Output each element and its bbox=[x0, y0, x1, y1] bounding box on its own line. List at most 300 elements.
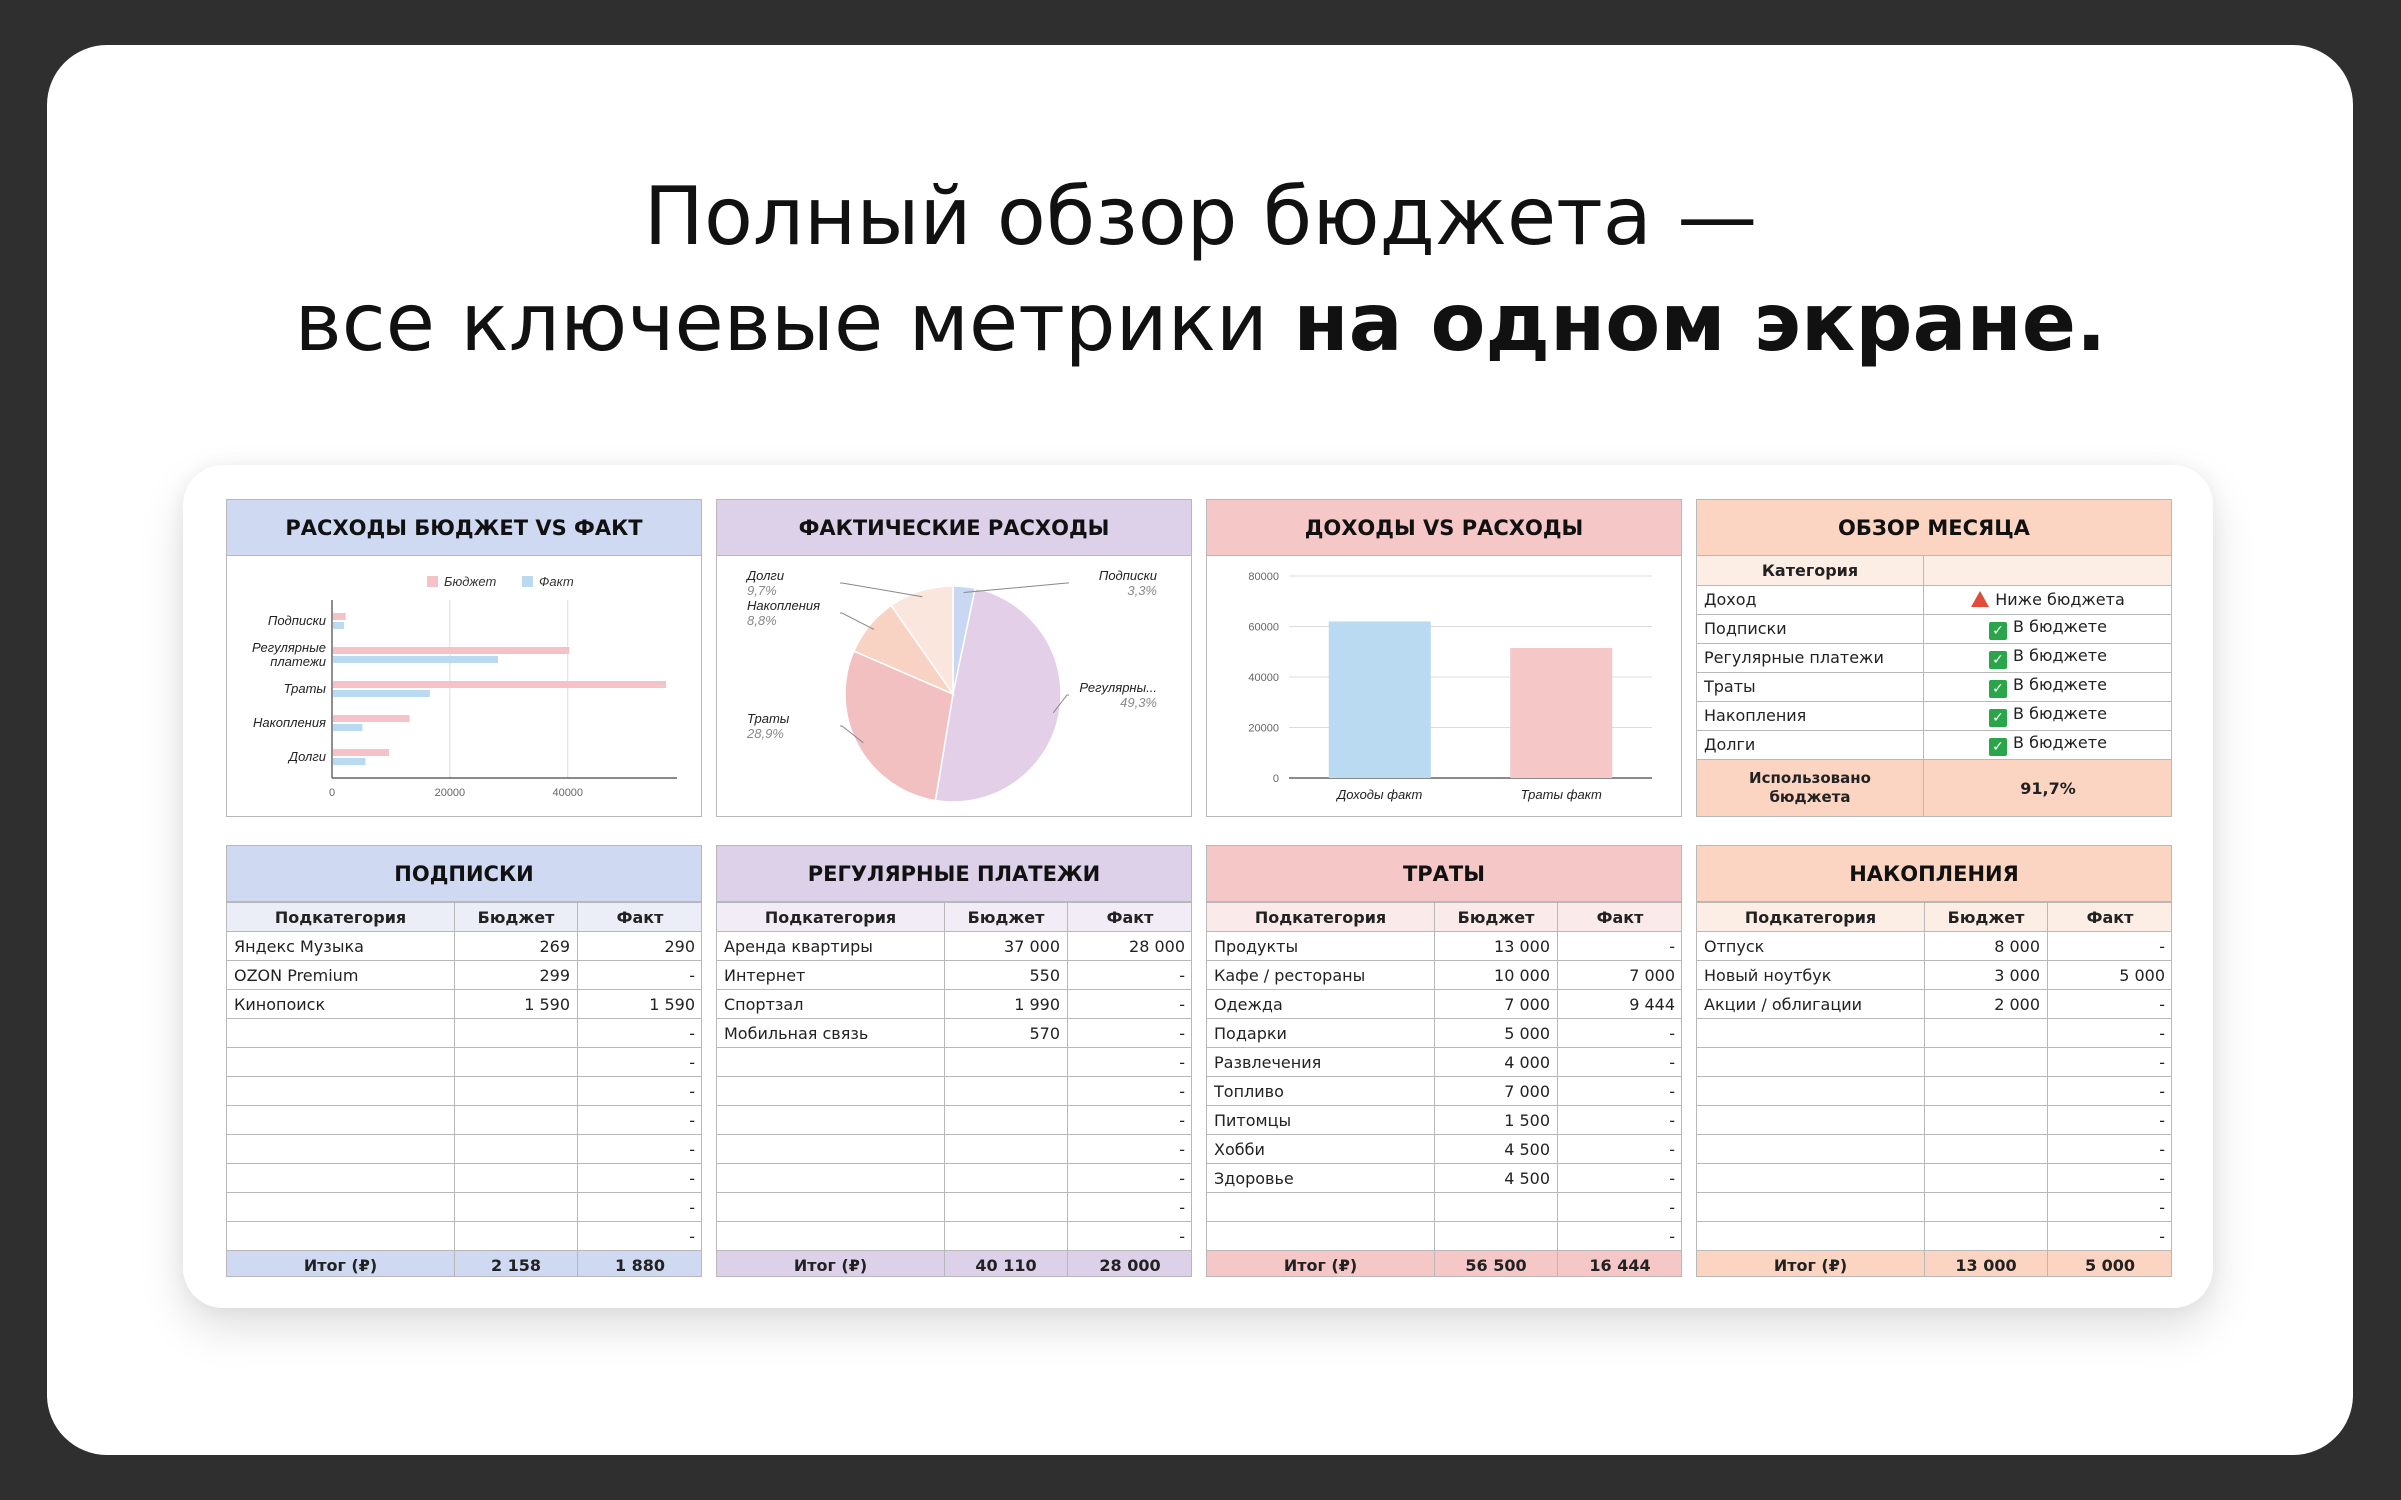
overview-row bbox=[1697, 701, 2173, 730]
table-row bbox=[1697, 1222, 2173, 1251]
panel-regular-payments bbox=[716, 845, 1192, 1277]
cell-budget[interactable] bbox=[945, 1135, 1068, 1164]
cell-budget[interactable]: 13 000 bbox=[1435, 932, 1558, 961]
bar bbox=[1510, 648, 1612, 778]
cell-fact[interactable]: - bbox=[1558, 1019, 1683, 1048]
cell-budget[interactable] bbox=[945, 1106, 1068, 1135]
cell-subcategory[interactable] bbox=[717, 1164, 945, 1193]
table-row bbox=[227, 1077, 703, 1106]
bar bbox=[1329, 621, 1431, 778]
panel-title: НАКОПЛЕНИЯ bbox=[1697, 846, 2171, 902]
overview-status bbox=[1924, 701, 2173, 730]
panel-budget-vs-fact bbox=[226, 499, 702, 817]
overview-category: Накопления bbox=[1697, 701, 1924, 730]
cell-budget[interactable] bbox=[455, 1048, 578, 1077]
legend-label: Бюджет bbox=[444, 574, 497, 589]
table-row bbox=[717, 1135, 1193, 1164]
panel-title: ОБЗОР МЕСЯЦА bbox=[1697, 500, 2171, 556]
pie-label: Подписки bbox=[1098, 568, 1157, 583]
total-value: 13 000 bbox=[1925, 1251, 2048, 1278]
y-tick-label: 20000 bbox=[1248, 722, 1279, 735]
cell-subcategory[interactable] bbox=[227, 1077, 455, 1106]
bar-fact bbox=[333, 758, 365, 765]
cell-fact[interactable]: - bbox=[1558, 1106, 1683, 1135]
cell-subcategory[interactable] bbox=[227, 1106, 455, 1135]
cell-fact[interactable]: - bbox=[1068, 1048, 1193, 1077]
cell-subcategory[interactable] bbox=[1697, 1222, 1925, 1251]
cell-budget[interactable]: 269 bbox=[455, 932, 578, 961]
cell-fact[interactable]: - bbox=[578, 1135, 703, 1164]
table-row bbox=[717, 1048, 1193, 1077]
pie-label: Траты bbox=[747, 711, 790, 726]
y-tick-label: 80000 bbox=[1248, 571, 1279, 583]
cell-budget[interactable] bbox=[455, 1077, 578, 1106]
overview-category: Подписки bbox=[1697, 614, 1924, 643]
col-header: Бюджет bbox=[945, 903, 1068, 932]
pie-pct: 49,3% bbox=[1120, 695, 1157, 710]
col-header: Подкатегория bbox=[1697, 903, 1925, 932]
category-label: Долги bbox=[288, 749, 326, 764]
panel-title: РЕГУЛЯРНЫЕ ПЛАТЕЖИ bbox=[717, 846, 1191, 902]
cell-subcategory[interactable] bbox=[227, 1019, 455, 1048]
cell-fact[interactable]: - bbox=[2048, 1019, 2173, 1048]
bar-fact bbox=[333, 724, 362, 731]
budget-vs-fact-chart bbox=[227, 556, 702, 817]
category-label: Доходы факт bbox=[1337, 787, 1423, 802]
table-row bbox=[1697, 1135, 2173, 1164]
cell-fact[interactable]: - bbox=[578, 1106, 703, 1135]
table-row bbox=[227, 1193, 703, 1222]
cell-budget[interactable]: 2 000 bbox=[1925, 990, 2048, 1019]
col-header: Факт bbox=[1558, 903, 1683, 932]
table-row bbox=[717, 1222, 1193, 1251]
cell-subcategory[interactable]: Подарки bbox=[1207, 1019, 1435, 1048]
overview-category: Доход bbox=[1697, 585, 1924, 614]
data-table bbox=[1206, 902, 1682, 1277]
cell-budget[interactable]: 4 500 bbox=[1435, 1164, 1558, 1193]
savings-table bbox=[1696, 902, 2172, 1277]
table-row bbox=[1697, 1106, 2173, 1135]
cell-fact[interactable]: - bbox=[578, 1164, 703, 1193]
cell-budget[interactable]: 299 bbox=[455, 961, 578, 990]
overview-status bbox=[1924, 643, 2173, 672]
cell-budget[interactable] bbox=[1435, 1193, 1558, 1222]
cell-budget[interactable]: 10 000 bbox=[1435, 961, 1558, 990]
table-row bbox=[1697, 961, 2173, 990]
table-row bbox=[227, 1135, 703, 1164]
cell-subcategory[interactable]: Акции / облигации bbox=[1697, 990, 1925, 1019]
panel-month-overview bbox=[1696, 499, 2172, 817]
category-label: Подписки bbox=[267, 613, 326, 628]
bar-budget bbox=[333, 715, 410, 722]
cell-subcategory[interactable] bbox=[1697, 1048, 1925, 1077]
bar-fact bbox=[333, 622, 344, 629]
cell-subcategory[interactable]: OZON Premium bbox=[227, 961, 455, 990]
table-row bbox=[1207, 990, 1683, 1019]
cell-fact[interactable]: - bbox=[2048, 1164, 2173, 1193]
cell-fact[interactable]: 7 000 bbox=[1558, 961, 1683, 990]
cell-fact[interactable]: 28 000 bbox=[1068, 932, 1193, 961]
table-row bbox=[227, 1106, 703, 1135]
overview-row bbox=[1697, 585, 2173, 614]
cell-fact[interactable]: - bbox=[578, 961, 703, 990]
cell-fact[interactable]: - bbox=[2048, 990, 2173, 1019]
panel-title: ДОХОДЫ VS РАСХОДЫ bbox=[1207, 500, 1681, 556]
cell-budget[interactable] bbox=[1435, 1222, 1558, 1251]
bar-fact bbox=[333, 656, 498, 663]
cell-fact[interactable]: - bbox=[1068, 1164, 1193, 1193]
table-row bbox=[227, 1019, 703, 1048]
cell-fact[interactable]: - bbox=[1068, 1077, 1193, 1106]
panel-title: ФАКТИЧЕСКИЕ РАСХОДЫ bbox=[717, 500, 1191, 556]
cell-fact[interactable]: - bbox=[1068, 1193, 1193, 1222]
total-label: Итог (₽) bbox=[1697, 1251, 1925, 1278]
overview-status bbox=[1924, 614, 2173, 643]
table-row bbox=[1207, 1164, 1683, 1193]
panel-savings bbox=[1696, 845, 2172, 1277]
y-tick-label: 60000 bbox=[1248, 621, 1279, 634]
y-tick-label: 40000 bbox=[1248, 672, 1279, 684]
overview-row bbox=[1697, 614, 2173, 643]
y-tick-label: 0 bbox=[1272, 773, 1279, 785]
cell-subcategory[interactable] bbox=[717, 1077, 945, 1106]
overview-category: Траты bbox=[1697, 672, 1924, 701]
table-row bbox=[717, 932, 1193, 961]
cell-budget[interactable]: 1 990 bbox=[945, 990, 1068, 1019]
cell-fact[interactable]: - bbox=[578, 1222, 703, 1251]
table-row bbox=[1697, 990, 2173, 1019]
cell-budget[interactable]: 5 000 bbox=[1435, 1019, 1558, 1048]
check-icon: ✓ bbox=[1989, 680, 2007, 698]
cell-fact[interactable]: - bbox=[2048, 1135, 2173, 1164]
data-table bbox=[716, 902, 1192, 1277]
table-row bbox=[1207, 932, 1683, 961]
cell-budget[interactable] bbox=[945, 1193, 1068, 1222]
overview-category: Долги bbox=[1697, 730, 1924, 759]
cell-subcategory[interactable] bbox=[1207, 1193, 1435, 1222]
table-row bbox=[227, 1164, 703, 1193]
cell-fact[interactable]: - bbox=[2048, 932, 2173, 961]
panel-income-vs-expenses bbox=[1206, 499, 1682, 817]
overview-status bbox=[1924, 585, 2173, 614]
x-tick-label: 40000 bbox=[552, 787, 584, 799]
data-table bbox=[226, 902, 702, 1277]
cell-subcategory[interactable] bbox=[1697, 1077, 1925, 1106]
regular-payments-table bbox=[716, 902, 1192, 1277]
cell-subcategory[interactable] bbox=[717, 1222, 945, 1251]
pie-pct: 8,8% bbox=[747, 613, 777, 628]
cell-subcategory[interactable]: Отпуск bbox=[1697, 932, 1925, 961]
cell-subcategory[interactable]: Топливо bbox=[1207, 1077, 1435, 1106]
pie-pct: 28,9% bbox=[747, 726, 784, 741]
cell-subcategory[interactable] bbox=[717, 1106, 945, 1135]
cell-budget[interactable] bbox=[1925, 1019, 2048, 1048]
cell-subcategory[interactable]: Здоровье bbox=[1207, 1164, 1435, 1193]
cell-budget[interactable] bbox=[1925, 1106, 2048, 1135]
cell-budget[interactable] bbox=[1925, 1164, 2048, 1193]
table-row bbox=[717, 1077, 1193, 1106]
table-row bbox=[227, 1222, 703, 1251]
cell-budget[interactable]: 4 500 bbox=[1435, 1135, 1558, 1164]
cell-budget[interactable] bbox=[455, 1164, 578, 1193]
cell-budget[interactable]: 7 000 bbox=[1435, 990, 1558, 1019]
bar-budget bbox=[333, 613, 346, 620]
panel-title: РАСХОДЫ БЮДЖЕТ VS ФАКТ bbox=[227, 500, 701, 556]
cell-fact[interactable]: - bbox=[1558, 1135, 1683, 1164]
total-label: Итог (₽) bbox=[1207, 1251, 1435, 1278]
table-row bbox=[1697, 1077, 2173, 1106]
bar-budget bbox=[333, 681, 666, 688]
cell-fact[interactable]: - bbox=[578, 1019, 703, 1048]
cell-fact[interactable]: 1 590 bbox=[578, 990, 703, 1019]
cell-subcategory[interactable] bbox=[227, 1164, 455, 1193]
total-row bbox=[227, 1251, 703, 1278]
cell-fact[interactable]: - bbox=[1068, 990, 1193, 1019]
cell-subcategory[interactable] bbox=[1697, 1164, 1925, 1193]
table-row bbox=[227, 990, 703, 1019]
cell-budget[interactable]: 4 000 bbox=[1435, 1048, 1558, 1077]
cell-subcategory[interactable]: Яндекс Музыка bbox=[227, 932, 455, 961]
table-row bbox=[1207, 1048, 1683, 1077]
overview-category: Регулярные платежи bbox=[1697, 643, 1924, 672]
check-icon: ✓ bbox=[1989, 622, 2007, 640]
check-icon: ✓ bbox=[1989, 709, 2007, 727]
pie-leader-line bbox=[840, 613, 874, 629]
total-value: 40 110 bbox=[945, 1251, 1068, 1278]
table-row bbox=[1207, 1077, 1683, 1106]
cell-budget[interactable] bbox=[455, 1193, 578, 1222]
cell-fact[interactable]: - bbox=[1558, 1077, 1683, 1106]
panel-actual-expenses bbox=[716, 499, 1192, 817]
col-header-category: Категория bbox=[1697, 556, 1924, 585]
table-row bbox=[227, 932, 703, 961]
table-row bbox=[1697, 932, 2173, 961]
cell-subcategory[interactable] bbox=[717, 1193, 945, 1222]
cell-budget[interactable] bbox=[455, 1222, 578, 1251]
category-label: Регулярные bbox=[252, 640, 326, 655]
cell-fact[interactable]: - bbox=[1558, 1048, 1683, 1077]
overview-status bbox=[1924, 730, 2173, 759]
category-label: Траты факт bbox=[1520, 787, 1602, 802]
category-label: Накопления bbox=[252, 715, 326, 730]
cell-subcategory[interactable]: Аренда квартиры bbox=[717, 932, 945, 961]
col-header: Факт bbox=[2048, 903, 2173, 932]
status-label: В бюджете bbox=[2013, 704, 2107, 723]
cell-fact[interactable]: - bbox=[1068, 961, 1193, 990]
cell-fact[interactable]: - bbox=[2048, 1077, 2173, 1106]
cell-subcategory[interactable]: Продукты bbox=[1207, 932, 1435, 961]
table-row bbox=[1207, 1222, 1683, 1251]
overview-status bbox=[1924, 672, 2173, 701]
total-label: Итог (₽) bbox=[717, 1251, 945, 1278]
table-row bbox=[1207, 1135, 1683, 1164]
cell-subcategory[interactable] bbox=[717, 1048, 945, 1077]
used-budget-label: Использовано бюджета bbox=[1697, 759, 1924, 817]
month-overview-table-wrap bbox=[1696, 556, 2172, 817]
total-row bbox=[1207, 1251, 1683, 1278]
cell-budget[interactable] bbox=[455, 1019, 578, 1048]
table-row bbox=[717, 961, 1193, 990]
cell-fact[interactable]: - bbox=[578, 1077, 703, 1106]
cell-fact[interactable]: - bbox=[1558, 1164, 1683, 1193]
cell-subcategory[interactable]: Мобильная связь bbox=[717, 1019, 945, 1048]
total-value: 28 000 bbox=[1068, 1251, 1193, 1278]
cell-subcategory[interactable] bbox=[1207, 1222, 1435, 1251]
total-value: 16 444 bbox=[1558, 1251, 1683, 1278]
bar-fact bbox=[333, 690, 430, 697]
cell-fact[interactable]: - bbox=[2048, 1106, 2173, 1135]
legend-label: Факт bbox=[539, 574, 574, 589]
table-row bbox=[1697, 1193, 2173, 1222]
cell-fact[interactable]: 290 bbox=[578, 932, 703, 961]
cell-fact[interactable]: - bbox=[1068, 1106, 1193, 1135]
cell-fact[interactable]: - bbox=[578, 1048, 703, 1077]
cell-budget[interactable]: 37 000 bbox=[945, 932, 1068, 961]
headline-bold: на одном экране. bbox=[1293, 276, 2107, 369]
cell-budget[interactable] bbox=[1925, 1222, 2048, 1251]
cell-budget[interactable]: 570 bbox=[945, 1019, 1068, 1048]
cell-budget[interactable] bbox=[1925, 1193, 2048, 1222]
panel-title: ТРАТЫ bbox=[1207, 846, 1681, 902]
cell-subcategory[interactable]: Кафе / рестораны bbox=[1207, 961, 1435, 990]
status-label: В бюджете bbox=[2013, 646, 2107, 665]
month-overview-table bbox=[1696, 556, 2172, 817]
cell-budget[interactable]: 3 000 bbox=[1925, 961, 2048, 990]
total-row bbox=[1697, 1251, 2173, 1278]
legend-swatch bbox=[427, 576, 438, 587]
cell-fact[interactable]: 5 000 bbox=[2048, 961, 2173, 990]
category-label: платежи bbox=[270, 654, 326, 669]
cell-subcategory[interactable] bbox=[717, 1135, 945, 1164]
actual-expenses-pie bbox=[717, 556, 1192, 817]
table-row bbox=[227, 1048, 703, 1077]
cell-budget[interactable] bbox=[945, 1222, 1068, 1251]
total-label: Итог (₽) bbox=[227, 1251, 455, 1278]
table-row bbox=[717, 1019, 1193, 1048]
pie-pct: 9,7% bbox=[747, 583, 777, 598]
cell-subcategory[interactable]: Интернет bbox=[717, 961, 945, 990]
cell-subcategory[interactable]: Одежда bbox=[1207, 990, 1435, 1019]
total-value: 56 500 bbox=[1435, 1251, 1558, 1278]
cell-subcategory[interactable]: Питомцы bbox=[1207, 1106, 1435, 1135]
cell-fact[interactable]: 9 444 bbox=[1558, 990, 1683, 1019]
status-label: Ниже бюджета bbox=[1995, 590, 2125, 609]
table-row bbox=[717, 1193, 1193, 1222]
cell-fact[interactable]: - bbox=[2048, 1222, 2173, 1251]
col-header: Факт bbox=[1068, 903, 1193, 932]
table-row bbox=[1207, 1193, 1683, 1222]
bar-budget bbox=[333, 647, 569, 654]
cell-budget[interactable] bbox=[455, 1106, 578, 1135]
col-header: Подкатегория bbox=[227, 903, 455, 932]
cell-budget[interactable] bbox=[1925, 1135, 2048, 1164]
panel-spending bbox=[1206, 845, 1682, 1277]
cell-fact[interactable]: - bbox=[1068, 1222, 1193, 1251]
panel-subscriptions bbox=[226, 845, 702, 1277]
used-budget-value: 91,7% bbox=[1924, 759, 2173, 817]
cell-budget[interactable]: 8 000 bbox=[1925, 932, 2048, 961]
table-row bbox=[1697, 1164, 2173, 1193]
headline-line-1: Полный обзор бюджета — bbox=[643, 170, 1758, 263]
headline-line-2 bbox=[0, 276, 2401, 369]
bar-budget bbox=[333, 749, 389, 756]
cell-subcategory[interactable] bbox=[1697, 1019, 1925, 1048]
cell-budget[interactable] bbox=[455, 1135, 578, 1164]
cell-subcategory[interactable]: Хобби bbox=[1207, 1135, 1435, 1164]
pie-pct: 3,3% bbox=[1127, 583, 1157, 598]
table-row bbox=[1207, 1106, 1683, 1135]
cell-subcategory[interactable] bbox=[227, 1193, 455, 1222]
cell-subcategory[interactable]: Спортзал bbox=[717, 990, 945, 1019]
status-label: В бюджете bbox=[2013, 675, 2107, 694]
cell-subcategory[interactable] bbox=[227, 1048, 455, 1077]
cell-subcategory[interactable] bbox=[1697, 1135, 1925, 1164]
status-label: В бюджете bbox=[2013, 617, 2107, 636]
col-header: Подкатегория bbox=[717, 903, 945, 932]
cell-fact[interactable]: - bbox=[1068, 1135, 1193, 1164]
table-row bbox=[1697, 1048, 2173, 1077]
col-header: Факт bbox=[578, 903, 703, 932]
cell-budget[interactable]: 1 590 bbox=[455, 990, 578, 1019]
cell-budget[interactable] bbox=[1925, 1077, 2048, 1106]
cell-fact[interactable]: - bbox=[578, 1193, 703, 1222]
cell-subcategory[interactable] bbox=[227, 1135, 455, 1164]
table-row bbox=[717, 1164, 1193, 1193]
cell-subcategory[interactable] bbox=[227, 1222, 455, 1251]
table-row bbox=[227, 961, 703, 990]
cell-budget[interactable]: 1 500 bbox=[1435, 1106, 1558, 1135]
total-value: 2 158 bbox=[455, 1251, 578, 1278]
cell-budget[interactable] bbox=[1925, 1048, 2048, 1077]
spending-table bbox=[1206, 902, 1682, 1277]
cell-fact[interactable]: - bbox=[1068, 1019, 1193, 1048]
dashboard bbox=[183, 465, 2213, 1308]
total-value: 1 880 bbox=[578, 1251, 703, 1278]
income-vs-expenses-chart bbox=[1207, 556, 1682, 817]
cell-fact[interactable]: - bbox=[2048, 1193, 2173, 1222]
cell-fact[interactable]: - bbox=[1558, 1222, 1683, 1251]
cell-subcategory[interactable]: Развлечения bbox=[1207, 1048, 1435, 1077]
cell-subcategory[interactable] bbox=[1697, 1106, 1925, 1135]
overview-row bbox=[1697, 672, 2173, 701]
panel-title: ПОДПИСКИ bbox=[227, 846, 701, 902]
overview-row bbox=[1697, 643, 2173, 672]
col-header: Бюджет bbox=[1435, 903, 1558, 932]
pie-leader-line bbox=[964, 583, 1069, 593]
total-value: 5 000 bbox=[2048, 1251, 2173, 1278]
chart-legend bbox=[427, 574, 574, 589]
cell-subcategory[interactable] bbox=[1697, 1193, 1925, 1222]
col-header: Бюджет bbox=[455, 903, 578, 932]
cell-budget[interactable] bbox=[945, 1077, 1068, 1106]
cell-subcategory[interactable]: Кинопоиск bbox=[227, 990, 455, 1019]
check-icon: ✓ bbox=[1989, 651, 2007, 669]
cell-budget[interactable]: 550 bbox=[945, 961, 1068, 990]
cell-budget[interactable]: 7 000 bbox=[1435, 1077, 1558, 1106]
table-row bbox=[1207, 1019, 1683, 1048]
table-row bbox=[717, 1106, 1193, 1135]
cell-budget[interactable] bbox=[945, 1164, 1068, 1193]
cell-fact[interactable]: - bbox=[2048, 1048, 2173, 1077]
cell-budget[interactable] bbox=[945, 1048, 1068, 1077]
cell-fact[interactable]: - bbox=[1558, 1193, 1683, 1222]
pie-label: Долги bbox=[747, 568, 785, 583]
total-row bbox=[717, 1251, 1193, 1278]
subscriptions-table bbox=[226, 902, 702, 1277]
cell-subcategory[interactable]: Новый ноутбук bbox=[1697, 961, 1925, 990]
cell-fact[interactable]: - bbox=[1558, 932, 1683, 961]
table-row bbox=[1207, 961, 1683, 990]
